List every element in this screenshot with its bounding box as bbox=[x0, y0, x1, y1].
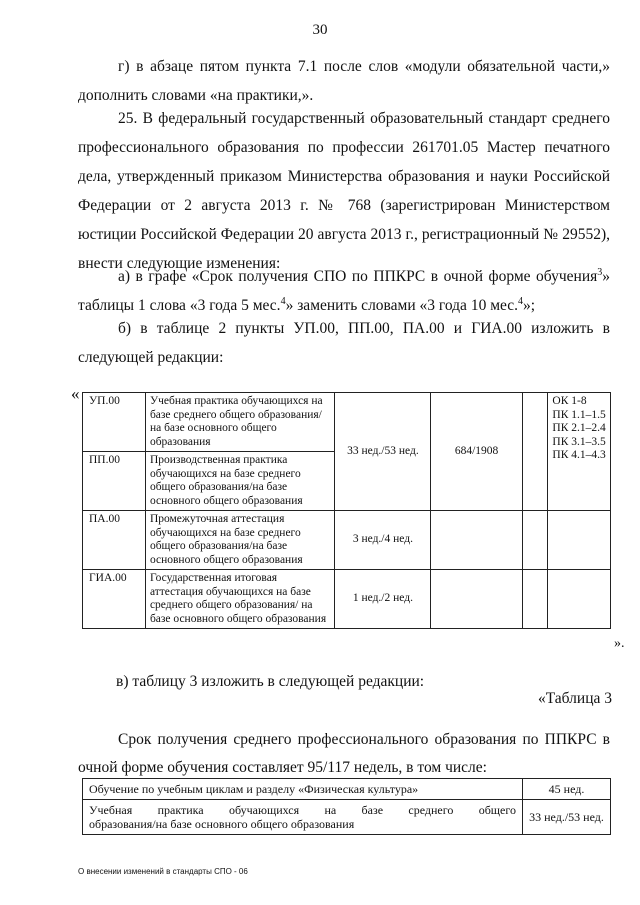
code-cell: ПА.00 bbox=[83, 511, 146, 570]
value-cell: 45 нед. bbox=[523, 779, 611, 800]
table-row bbox=[83, 800, 611, 835]
empty-cell bbox=[548, 570, 611, 629]
description-cell: Производственная практика обучающихся на базе среднего общего образования/на базе основного общего образования bbox=[145, 452, 334, 511]
code-cell: ГИА.00 bbox=[83, 570, 146, 629]
paragraph-a: а) в графе «Срок получения СПО по ППКРС в очной форме обучения$^3$» таблицы 1 слова «3 года 5 мес.$^4$» заменить словами «3 года 10 мес.$^4$»; bbox=[78, 266, 610, 314]
label-cell: Обучение по учебным циклам и разделу «Физическая культура» bbox=[83, 779, 523, 800]
competencies-cell bbox=[548, 393, 611, 511]
paragraph-term: Срок получения среднего профессионального образования по ППКРС в очной форме обучения составляет 95/117 недель, в том числе: bbox=[78, 731, 610, 776]
competency: ПК 3.1–3.5 bbox=[552, 435, 606, 448]
empty-cell bbox=[431, 511, 522, 570]
code-cell: ПП.00 bbox=[83, 452, 146, 511]
description-cell: Учебная практика обучающихся на базе среднего общего образования/на базе основного общего образования bbox=[145, 393, 334, 452]
paragraph-v: в) таблицу 3 изложить в следующей редакции: bbox=[116, 673, 425, 690]
competency: ПК 1.1–1.5 bbox=[552, 408, 606, 421]
empty-cell bbox=[431, 570, 522, 629]
table-row bbox=[83, 393, 611, 452]
competency: ОК 1-8 bbox=[552, 395, 587, 407]
weeks-cell: 33 нед./53 нед. bbox=[335, 393, 431, 511]
footnote-ref: 4 bbox=[518, 295, 524, 307]
label-cell bbox=[83, 800, 523, 835]
paragraph-25: 25. В федеральный государственный образовательный стандарт среднего профессионального образования по профессии 261701.05 Мастер печатного дела, утвержденный приказом Министерства образования и науки Российской Федерации от 2 августа 2013 г. № 768 (зарегистрирован Министерством юстиции Российской Федерации 20 августа 2013 г., регистрационный № 29552), внести следующие изменения: bbox=[78, 110, 610, 272]
label-line: Учебная практика обучающихся на базе среднего общего bbox=[89, 803, 516, 817]
table-3 bbox=[82, 778, 611, 835]
competency: ПК 4.1–4.3 bbox=[552, 449, 606, 461]
table-row bbox=[83, 570, 611, 629]
paragraph-g: г) в абзаце пятом пункта 7.1 после слов «модули обязательной части,» дополнить словами «на практики,». bbox=[78, 58, 610, 104]
quote-close: ». bbox=[614, 636, 625, 651]
label-line: образования/на базе основного общего образования bbox=[89, 817, 355, 831]
code-cell: УП.00 bbox=[83, 393, 146, 452]
weeks-cell: 3 нед./4 нед. bbox=[335, 511, 431, 570]
quote-open: « bbox=[71, 384, 80, 403]
footnote-ref: 3 bbox=[597, 266, 603, 278]
footnote-ref: 4 bbox=[280, 295, 286, 307]
empty-cell bbox=[522, 511, 548, 570]
description-cell: Государственная итоговая аттестация обучающихся на базе среднего общего образования/ на базе основного общего образования bbox=[145, 570, 334, 629]
description-cell: Промежуточная аттестация обучающихся на базе среднего общего образования/на базе основного общего образования bbox=[145, 511, 334, 570]
value-cell: 33 нед./53 нед. bbox=[523, 800, 611, 835]
table-3-label: «Таблица 3 bbox=[537, 690, 612, 707]
table-row bbox=[83, 511, 611, 570]
weeks-cell: 1 нед./2 нед. bbox=[335, 570, 431, 629]
competency: ПК 2.1–2.4 bbox=[552, 422, 606, 434]
hours-cell: 684/1908 bbox=[431, 393, 522, 511]
table-row bbox=[83, 779, 611, 800]
empty-cell bbox=[522, 393, 548, 511]
empty-cell bbox=[522, 570, 548, 629]
paragraph-b: б) в таблице 2 пункты УП.00, ПП.00, ПА.00 и ГИА.00 изложить в следующей редакции: bbox=[78, 320, 610, 366]
table-2-excerpt bbox=[82, 392, 611, 629]
document-footer: О внесении изменений в стандарты СПО - 06 bbox=[78, 867, 248, 876]
empty-cell bbox=[548, 511, 611, 570]
page-number: 30 bbox=[312, 22, 328, 38]
